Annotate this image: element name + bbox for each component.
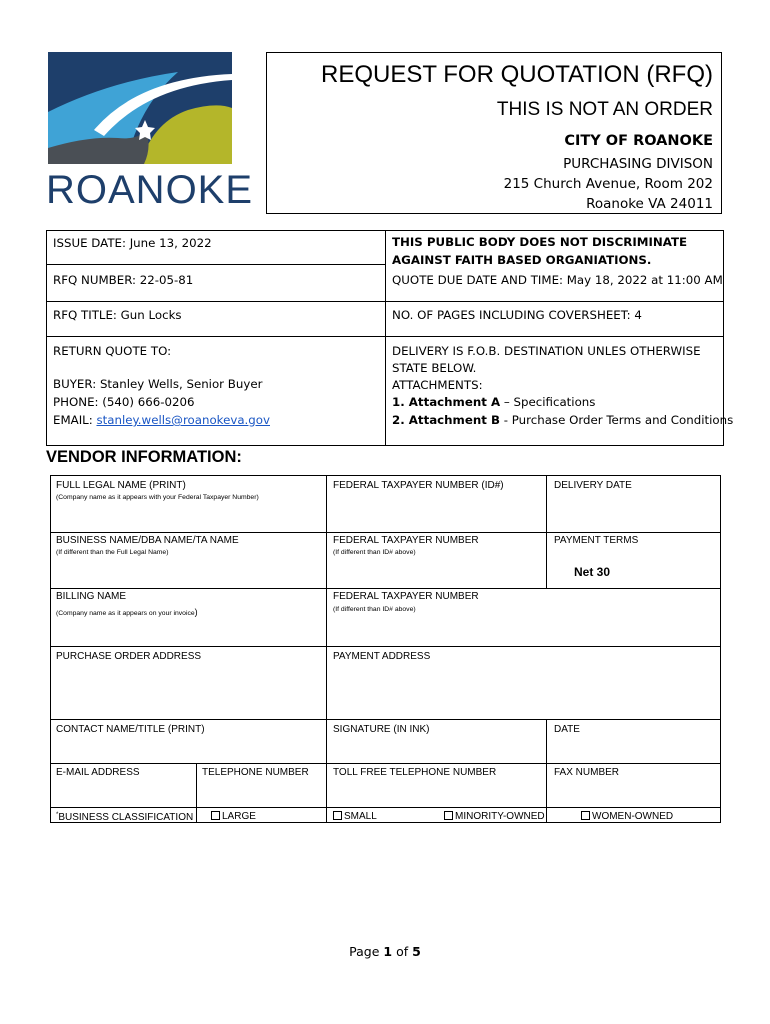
- attachments-label: ATTACHMENTS:: [392, 378, 483, 392]
- quote-due-date: QUOTE DUE DATE AND TIME: May 18, 2022 at 11:00 AM: [392, 273, 723, 287]
- payment-terms-value: Net 30: [574, 565, 611, 579]
- buyer-name: BUYER: Stanley Wells, Senior Buyer: [53, 377, 263, 391]
- city-name: CITY OF ROANOKE: [564, 133, 713, 149]
- discrimination-line-2: AGAINST FAITH BASED ORGANIATIONS.: [392, 253, 652, 267]
- class-option-large[interactable]: LARGE: [211, 811, 256, 822]
- rfq-info-table: [46, 230, 734, 446]
- business-name-hint: (If different than the Full Legal Name): [56, 549, 169, 556]
- class-option-small[interactable]: SMALL: [333, 811, 377, 822]
- division-name: PURCHASING DIVISON: [563, 156, 713, 172]
- page-count: NO. OF PAGES INCLUDING COVERSHEET: 4: [392, 308, 642, 322]
- telephone-label: TELEPHONE NUMBER: [202, 767, 309, 778]
- email-link[interactable]: stanley.wells@roanokeva.gov: [96, 413, 270, 427]
- fed-tax-2-label: FEDERAL TAXPAYER NUMBER: [333, 535, 479, 546]
- issue-date: ISSUE DATE: June 13, 2022: [53, 236, 212, 250]
- return-quote-label: RETURN QUOTE TO:: [53, 344, 172, 358]
- email-address-label: E-MAIL ADDRESS: [56, 767, 140, 778]
- discrimination-line-1: THIS PUBLIC BODY DOES NOT DISCRIMINATE: [392, 235, 688, 249]
- total-pages: 5: [412, 944, 421, 959]
- po-address-label: PURCHASE ORDER ADDRESS: [56, 651, 202, 662]
- checkbox-minority[interactable]: [444, 811, 453, 820]
- delivery-line-2: STATE BELOW.: [392, 361, 477, 375]
- checkbox-small[interactable]: [333, 811, 342, 820]
- signature-label: SIGNATURE (IN INK): [333, 724, 430, 735]
- page-footer: Page 1 of 5: [349, 944, 421, 959]
- fed-tax-3-label: FEDERAL TAXPAYER NUMBER: [333, 591, 479, 602]
- business-classification-label: *BUSINESS CLASSIFICATION: [56, 812, 194, 823]
- fax-label: FAX NUMBER: [554, 767, 620, 778]
- email-label: EMAIL:: [53, 413, 93, 427]
- attachment-b: 2. Attachment B - Purchase Order Terms and Conditions: [392, 413, 734, 427]
- payment-address-label: PAYMENT ADDRESS: [333, 651, 431, 662]
- toll-free-label: TOLL FREE TELEPHONE NUMBER: [333, 767, 497, 778]
- current-page: 1: [383, 944, 393, 959]
- fed-tax-2-hint: (If different than ID# above): [333, 549, 416, 556]
- contact-label: CONTACT NAME/TITLE (PRINT): [56, 724, 205, 735]
- buyer-phone: PHONE: (540) 666-0206: [53, 395, 195, 409]
- legal-name-label: FULL LEGAL NAME (PRINT): [56, 480, 186, 491]
- class-option-minority[interactable]: MINORITY-OWNED: [444, 811, 545, 822]
- billing-name-label: BILLING NAME: [56, 591, 127, 602]
- rfq-number: RFQ NUMBER: 22-05-81: [53, 273, 194, 287]
- fed-tax-3-hint: (If different than ID# above): [333, 606, 416, 613]
- vendor-section-title: VENDOR INFORMATION:: [46, 448, 242, 466]
- business-name-label: BUSINESS NAME/DBA NAME/TA NAME: [56, 535, 239, 546]
- delivery-date-label: DELIVERY DATE: [554, 480, 632, 491]
- checkbox-large[interactable]: [211, 811, 220, 820]
- billing-name-hint: (Company name as it appears on your invoice): [56, 607, 198, 617]
- vendor-info-table: [50, 475, 721, 823]
- checkbox-women[interactable]: [581, 811, 590, 820]
- attachment-a: 1. Attachment A – Specifications: [392, 395, 596, 409]
- city-zip: Roanoke VA 24011: [586, 196, 713, 212]
- legal-name-hint: (Company name as it appears with your Federal Taxpayer Number): [56, 494, 259, 501]
- rfq-title: RFQ TITLE: Gun Locks: [53, 308, 182, 322]
- not-order-notice: THIS IS NOT AN ORDER: [496, 99, 713, 120]
- header-box: [266, 52, 722, 214]
- logo-wordmark: ROANOKE: [46, 168, 254, 212]
- fed-tax-id-label: FEDERAL TAXPAYER NUMBER (ID#): [333, 480, 504, 491]
- page-title: REQUEST FOR QUOTATION (RFQ): [321, 61, 713, 88]
- date-label: DATE: [554, 724, 580, 735]
- class-option-women[interactable]: WOMEN-OWNED: [581, 811, 673, 822]
- payment-terms-label: PAYMENT TERMS: [554, 535, 639, 546]
- street-address: 215 Church Avenue, Room 202: [503, 176, 713, 192]
- delivery-line-1: DELIVERY IS F.O.B. DESTINATION UNLES OTHERWISE: [392, 344, 701, 358]
- buyer-email: [53, 413, 270, 427]
